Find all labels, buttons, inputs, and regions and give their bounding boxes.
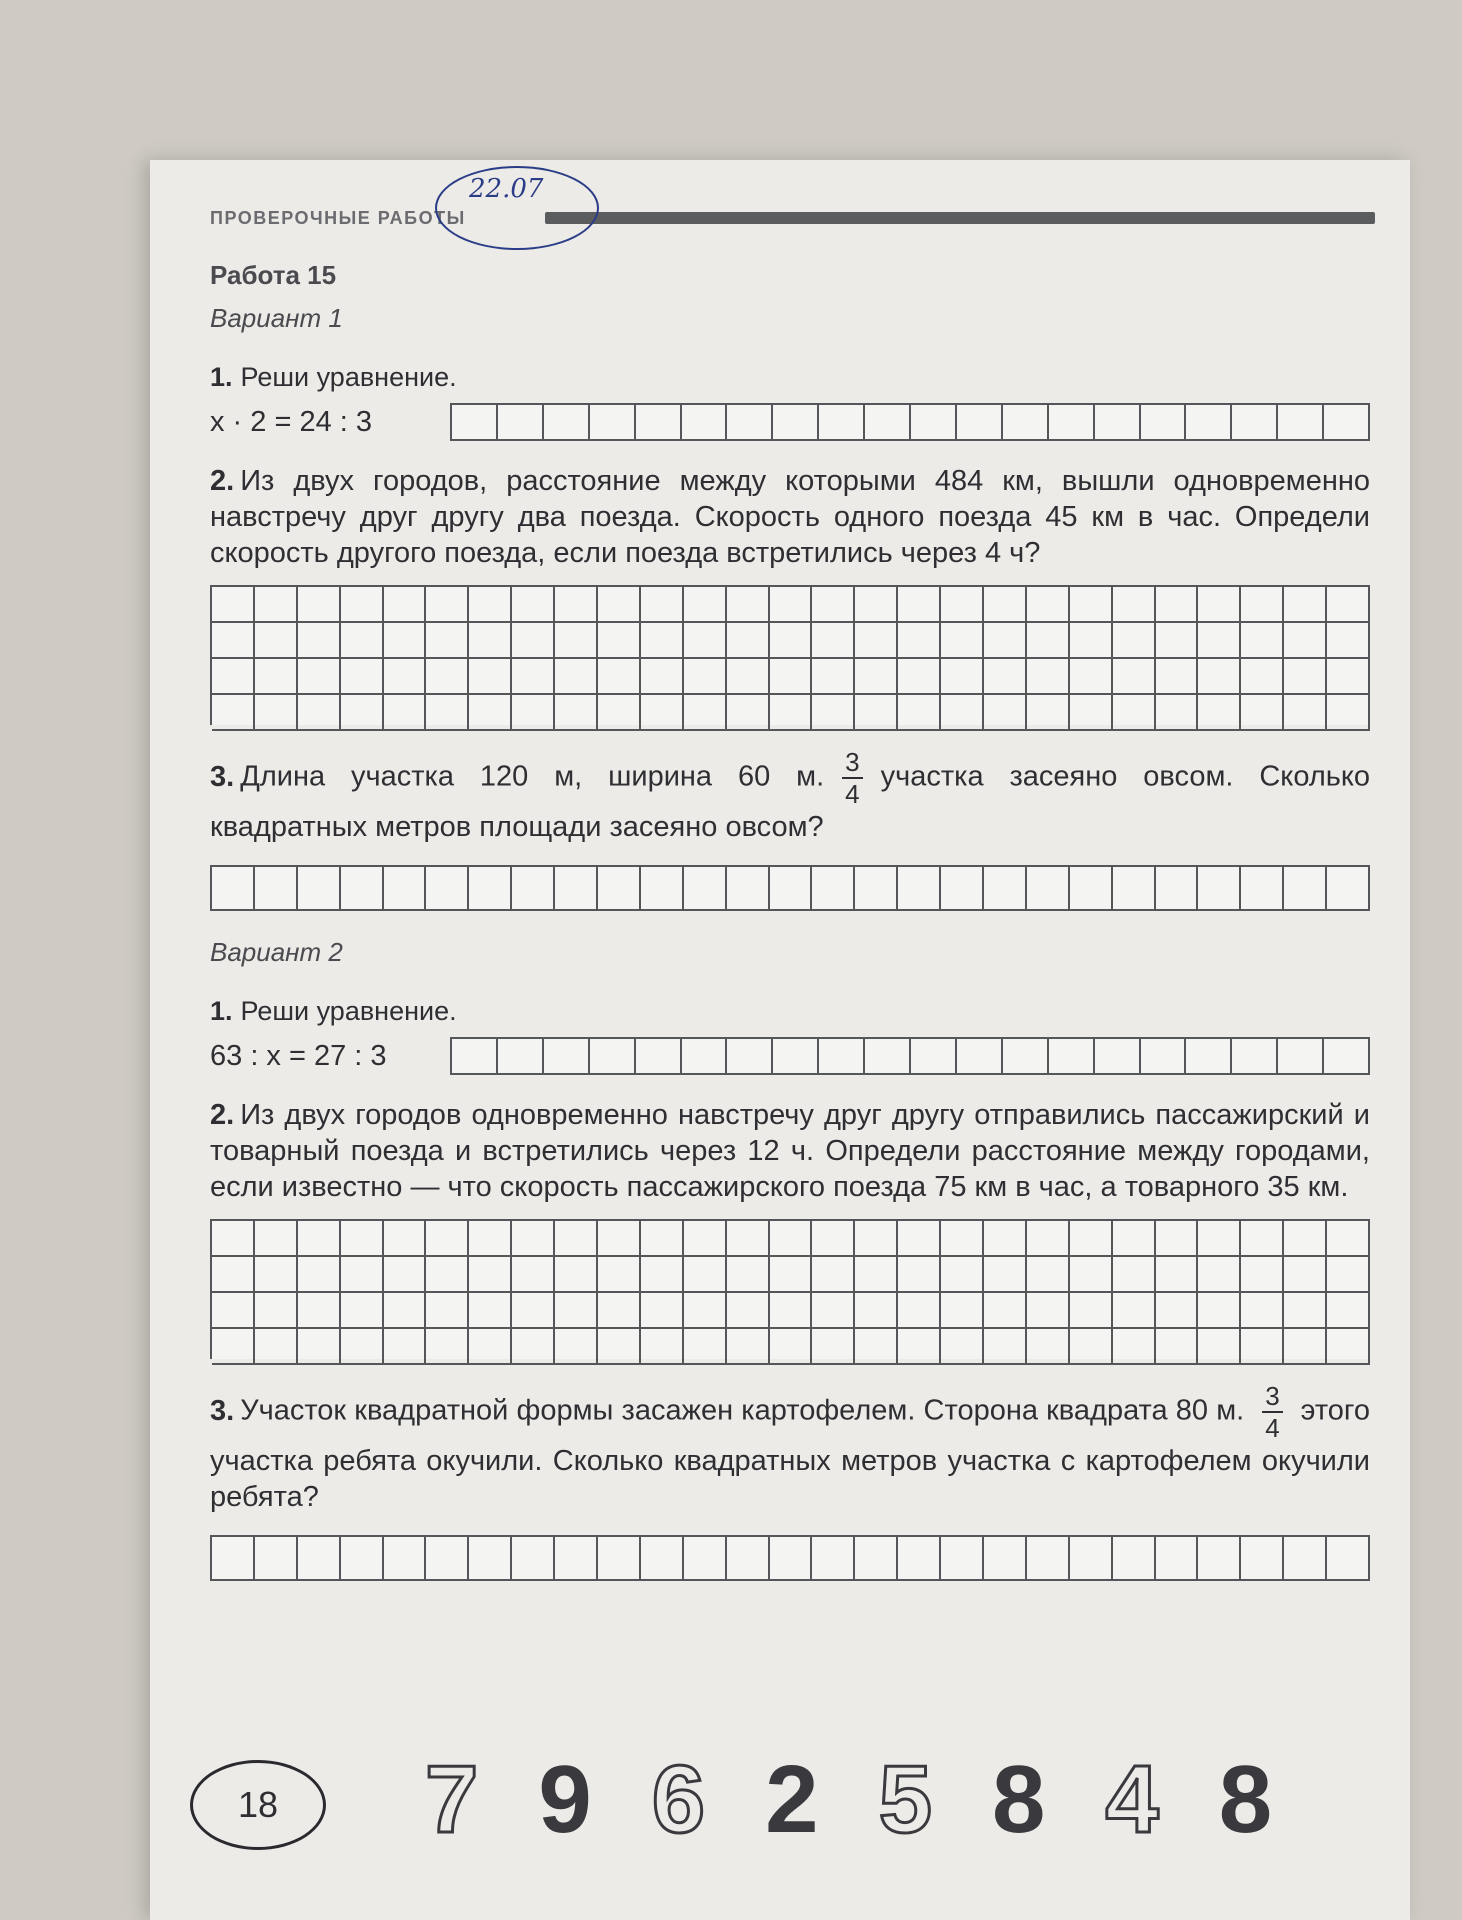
fraction [842,747,862,809]
fraction-numerator: 3 [1262,1381,1282,1413]
answer-cells[interactable] [450,403,1370,441]
task-text: Реши уравнение. [240,362,457,392]
task-number: 3. [210,1394,235,1427]
workbook-page [150,160,1410,1920]
decorative-digit: 7 [425,1746,479,1853]
equation: 63 : x = 27 : 3 [210,1039,387,1072]
variant-title: Вариант 1 [210,303,343,333]
task-1-heading [210,996,1370,1027]
task-number: 1. [210,996,233,1026]
decorative-digit: 8 [1218,1746,1273,1853]
page-header [210,174,1370,250]
solution-grid[interactable] [210,1219,1370,1359]
header-rule [545,212,1375,224]
task-3 [210,747,1370,845]
variant-1 [210,303,1370,911]
decorative-digit: 2 [765,1746,819,1853]
handwritten-date: 22.07 [469,174,544,204]
equation: x · 2 = 24 : 3 [210,405,373,438]
fraction-denominator: 4 [845,779,860,809]
task-number: 2. [210,1099,235,1131]
solution-grid[interactable] [210,585,1370,725]
task-1-equation-row [210,1037,1370,1075]
task-text: Участок квадратной формы засажен картофелем. Сторона квадрата 80 м. [240,1394,1245,1427]
task-text: Длина участка 120 м, ширина 60 м. [240,760,825,793]
task-text: Из двух городов одновременно навстречу друг другу отправились пассажирский и товарный поезда и встретились через 12 ч. Определи расстояние между городами, если известно — что скорость пассажирского поезда 75 км в час, а товарного 35 км. [210,1099,1370,1203]
task-1-equation-row [210,403,1370,441]
decorative-digits [425,1745,1272,1855]
handwritten-date-circle [435,166,599,250]
task-text: этого участка ребята окучили. Сколько квадратных метров участка с картофелем окучили ребята? [210,1394,1370,1513]
task-text: Из двух городов, расстояние между которыми 484 км, вышли одновременно навстречу друг другу два поезда. Скорость одного поезда 45 км в час. Определи скорость другого поезда, если поезда встретились через 4 ч? [210,465,1370,569]
page-number: 18 [190,1760,326,1850]
task-number: 1. [210,362,233,392]
task-2 [210,463,1370,571]
fraction [1262,1381,1282,1443]
fraction-numerator: 3 [842,747,862,779]
answer-cells[interactable] [450,1037,1370,1075]
answer-cells[interactable] [210,865,1370,911]
decorative-digit: 4 [1105,1746,1159,1853]
task-2 [210,1097,1370,1205]
answer-cells[interactable] [210,1535,1370,1581]
task-text: Реши уравнение. [240,996,457,1026]
section-title: ПРОВЕРОЧНЫЕ РАБОТЫ [210,208,466,228]
task-number: 3. [210,760,235,793]
decorative-digit: 9 [538,1746,592,1853]
task-3 [210,1381,1370,1515]
task-1-heading [210,362,1370,393]
decorative-digit: 5 [878,1746,932,1853]
fraction-denominator: 4 [1265,1413,1280,1443]
page-content [210,174,1370,1581]
variant-title: Вариант 2 [210,937,343,967]
variant-2 [210,937,1370,1581]
decorative-digit: 6 [651,1746,706,1853]
task-number: 2. [210,465,235,497]
decorative-digit: 8 [991,1746,1046,1853]
work-title: Работа 15 [210,260,337,290]
task-text: участка засеяно овсом. Сколько квадратных метров площади засеяно овсом? [210,760,1370,843]
